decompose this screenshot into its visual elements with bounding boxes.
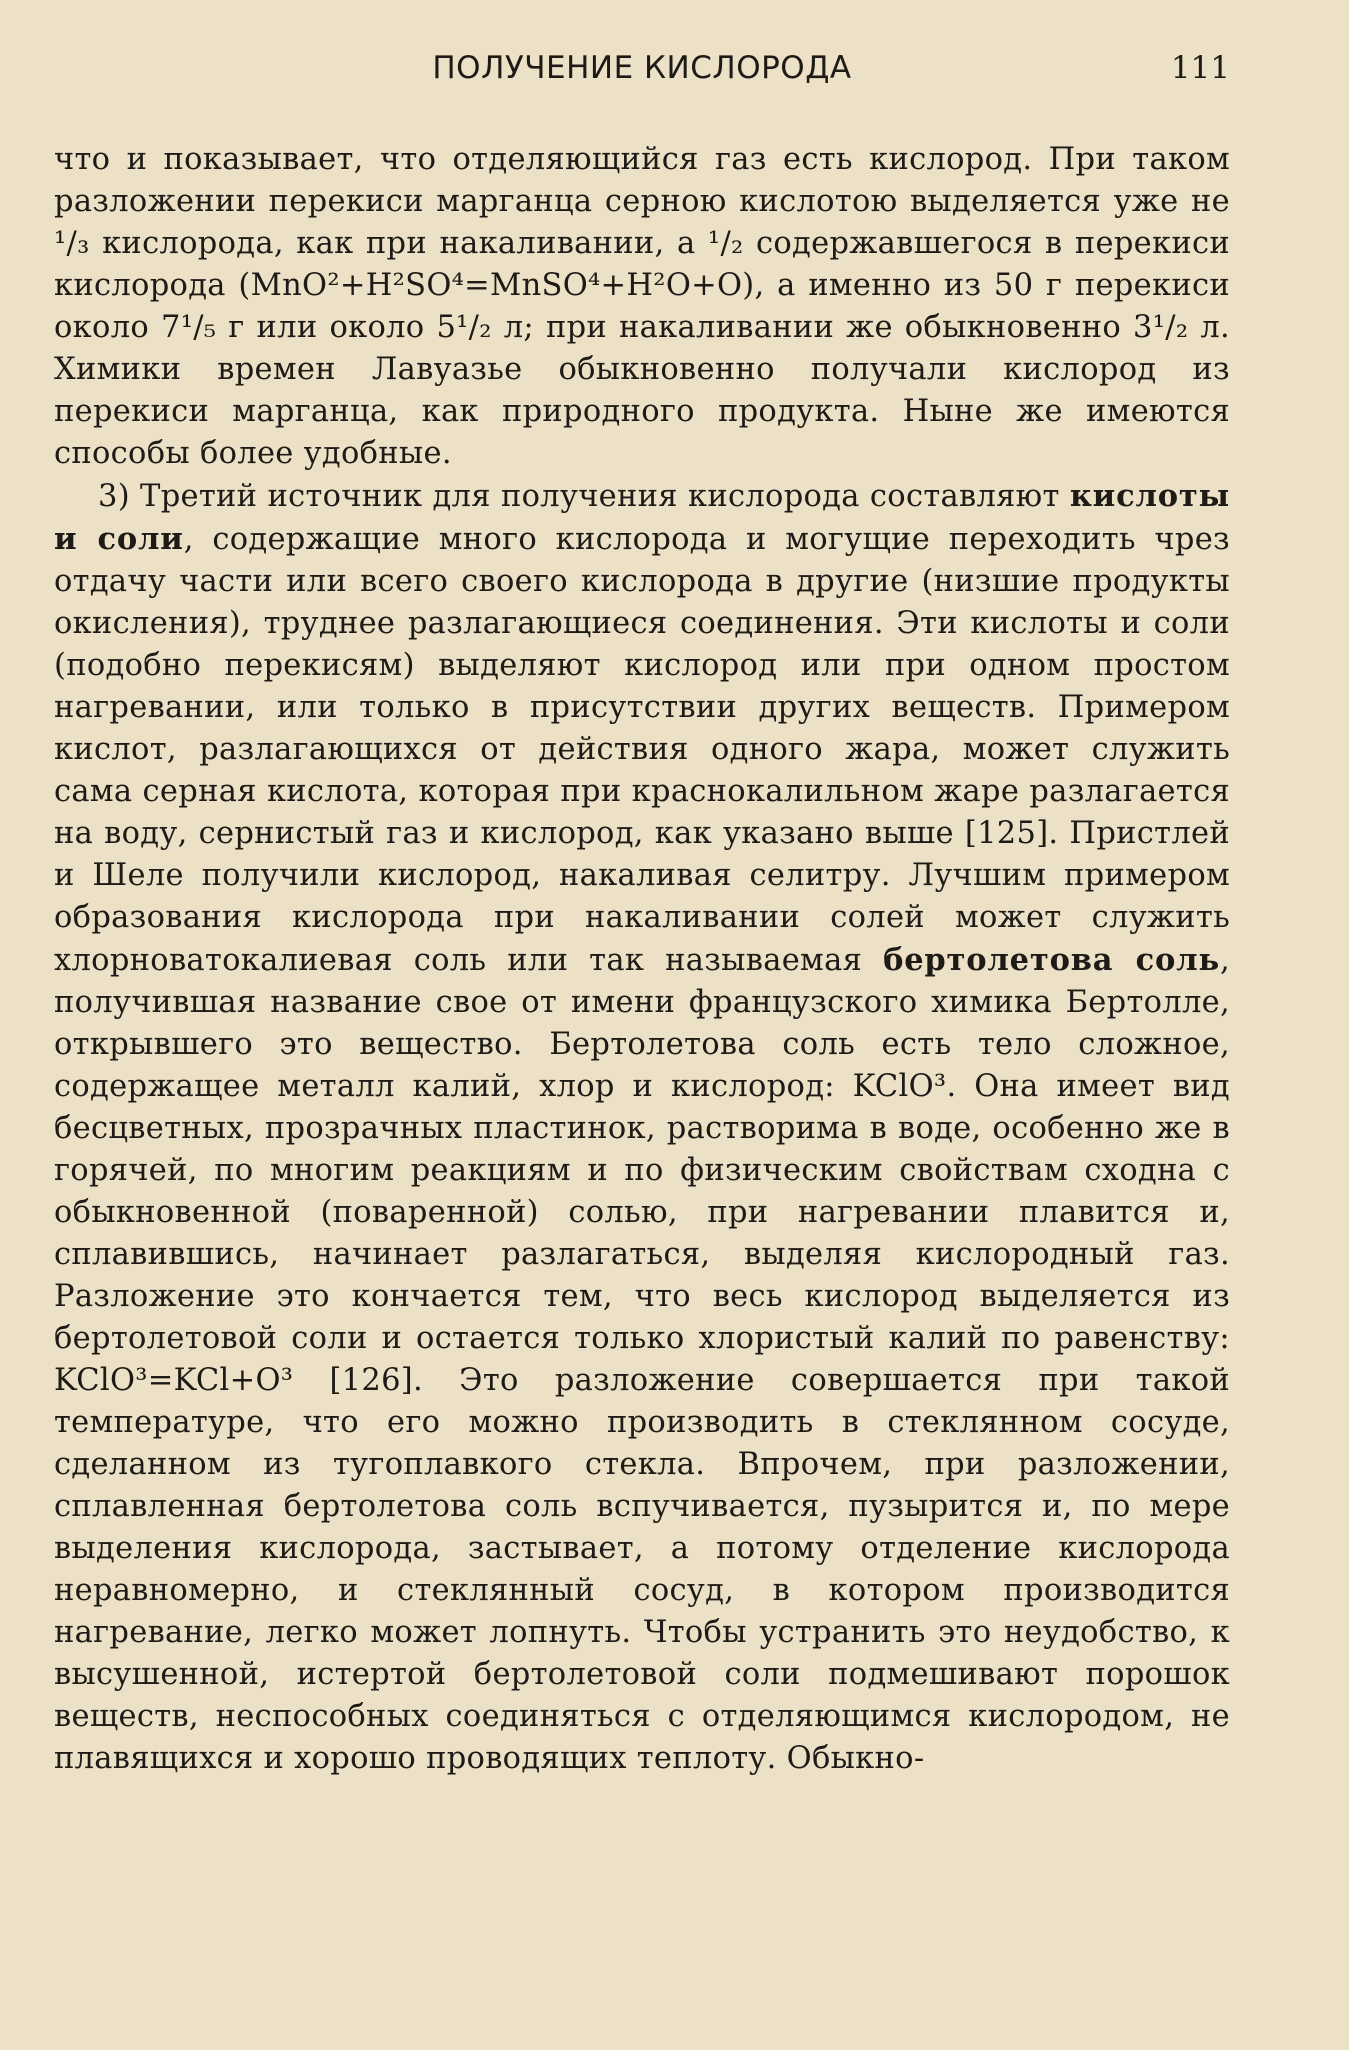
running-header — [54, 50, 1230, 94]
text-run: 3) Третий источник для получения кислорода составляют — [98, 479, 1070, 514]
paragraph-2 — [54, 475, 1230, 1780]
text-run: , содержащие много кислорода и могущие переходить чрез отдачу части или всего своего кислорода в другие (низшие продукты окисления), труднее разлагающиеся соединения. Эти кислоты и соли (подобно перекисям) выделяют кислород или при одном простом нагревании, или только в присутствии других веществ. Примером кислот, разлагающихся от действия одного жара, может служить сама серная кислота, которая при краснокалильном жаре разлагается на воду, сернистый газ и кислород, как указано выше [125]. Пристлей и Шеле получили кислород, накаливая селитру. Лучшим примером образования кислорода при накаливании солей может служить хлорноватокалиевая соль или так называемая — [54, 522, 1230, 978]
text-run: , получившая название свое от имени французского химика Бертолле, открывшего это вещество. Бертолетова соль есть тело сложное, содержащее металл калий, хлор и кислород: KClO³. Она имеет вид бесцветных, прозрачных пластинок, растворима в воде, особенно же в горячей, по многим реакциям и по физическим свойствам сходна с обыкновенной (поваренной) солью, при нагревании плавится и, сплавившись, начинает разлагаться, выделяя кислородный газ. Разложение это кончается тем, что весь кислород выделяется из бертолетовой соли и остается только хлористый калий по равенству: KClO³=KCl+O³ [126]. Это разложение совершается при такой температуре, что его можно производить в стеклянном сосуде, сделанном из тугоплавкого стекла. Впрочем, при разложении, сплавленная бертолетова соль вспучивается, пузырится и, по мере выделения кислорода, застывает, а потому отделение кислорода неравномерно, и стеклянный сосуд, в котором производится нагревание, легко может лопнуть. Чтобы устранить это неудобство, к высушенной, истертой бертолетовой соли подмешивают порошок веществ, неспособных соединяться с отделяющимся кислородом, не плавящихся и хорошо проводящих теплоту. Обыкно- — [54, 943, 1230, 1776]
body-text — [54, 139, 1230, 1780]
page-number: 111 — [1170, 50, 1230, 86]
running-title: ПОЛУЧЕНИЕ КИСЛОРОДА — [432, 50, 852, 86]
bold-term-berthollet-salt: бертолетова соль — [883, 942, 1220, 978]
bold-term-acids-salts: кислоты и соли — [54, 478, 1230, 557]
text-run: что и показывает, что отделяющийся газ есть кислород. При таком разложении перекиси марганца серною кислотою выделяется уже не ¹/₃ кислорода, как при накаливании, а ¹/₂ содержавшегося в перекиси кислорода (MnO²+H²SO⁴=MnSO⁴+H²O+O), а именно из 50 г перекиси около 7¹/₅ г или около 5¹/₂ л; при накаливании же обыкновенно 3¹/₂ л. Химики времен Лавуазье обыкновенно получали кислород из перекиси марганца, как природного продукта. Ныне же имеются способы более удобные. — [54, 142, 1230, 471]
paragraph-1 — [54, 139, 1230, 475]
